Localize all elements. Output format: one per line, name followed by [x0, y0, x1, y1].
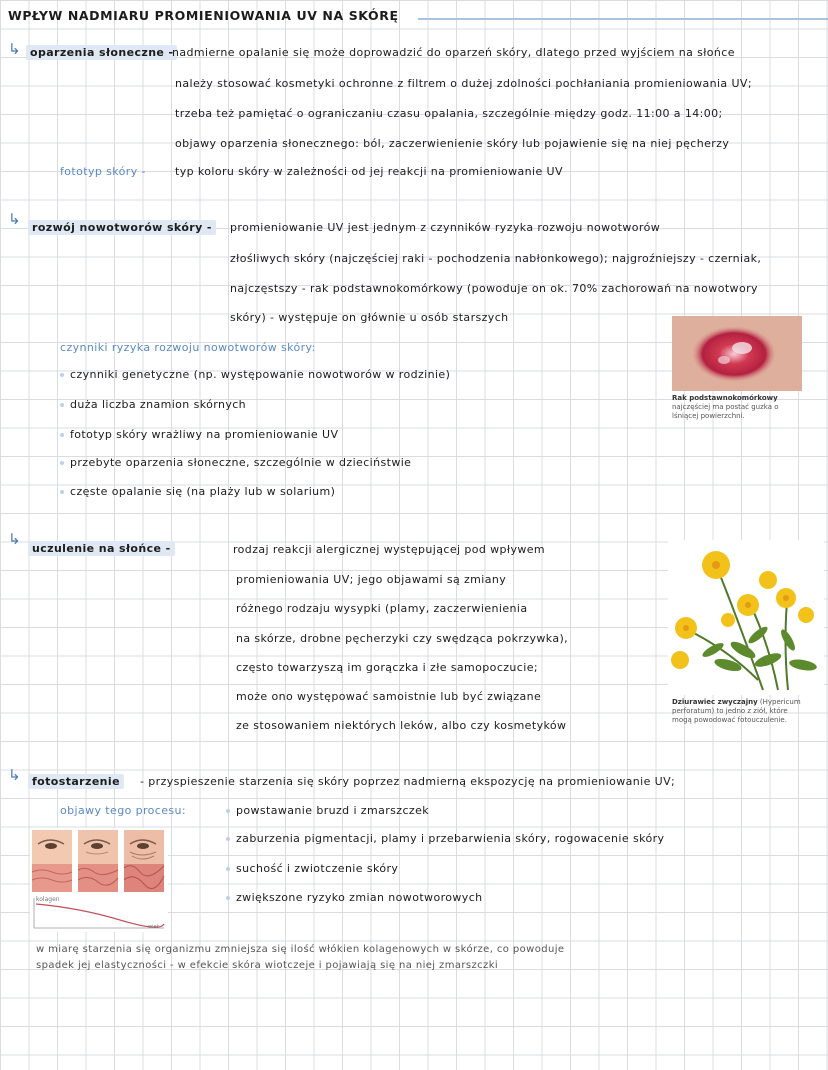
lesion-caption: Rak podstawnokomórkowy najczęściej ma postać guzka o lśniącej powierzchni.: [672, 394, 779, 420]
s1-line-1: nadmierne opalanie się może doprowadzić do oparzeń skóry, dlatego przed wyjściem na słońce: [172, 46, 735, 59]
term-sunburn: oparzenia słoneczne -: [26, 45, 177, 60]
risk-factor: fototyp skóry wrażliwy na promieniowanie UV: [60, 428, 338, 441]
graph-axis-label: wiek: [148, 924, 160, 930]
term-skin-cancer: rozwój nowotworów skóry -: [28, 220, 216, 235]
s1-line-2: należy stosować kosmetyki ochronne z filtrem o dużej zdolności pochłaniania promieniowania UV;: [175, 77, 752, 90]
risk-factor: przebyte oparzenia słoneczne, szczególnie w dzieciństwie: [60, 456, 411, 469]
symptom-item: powstawanie bruzd i zmarszczek: [226, 804, 429, 817]
s3-line-6: może ono występować samoistnie lub być związane: [236, 690, 542, 703]
risk-factor: duża liczba znamion skórnych: [60, 398, 246, 411]
s3-line-2: promieniowania UV; jego objawami są zmiany: [236, 573, 507, 586]
symptom-item: zwiększone ryzyko zmian nowotworowych: [226, 891, 483, 904]
risk-factor: częste opalanie się (na plaży lub w solarium): [60, 485, 335, 498]
symptoms-title: objawy tego procesu:: [60, 804, 187, 817]
s2-line-3: najczęstszy - rak podstawnokomórkowy (powoduje on ok. 70% zachorowań na nowotwory: [230, 282, 758, 295]
risk-factors-title: czynniki ryzyka rozwoju nowotworów skóry:: [60, 341, 316, 354]
skin-aging-illustration: [30, 828, 168, 932]
s3-line-5: często towarzyszą im gorączka i złe samopoczucie;: [236, 661, 538, 674]
s2-line-4: skóry) - występuje on głównie u osób starszych: [230, 311, 509, 324]
arrow-icon: ↳: [8, 210, 21, 228]
s3-line-4: na skórze, drobne pęcherzyki czy swędząca pokrzywka),: [236, 632, 569, 645]
photoaging-definition: - przyspieszenie starzenia się skóry poprzez nadmierną ekspozycję na promieniowanie UV;: [140, 775, 676, 788]
st-johns-wort-photo: [668, 540, 824, 695]
s1-line-4: objawy oparzenia słonecznego: ból, zaczerwienienie skóry lub pojawienie się na niej pęcherzy: [175, 137, 730, 150]
risk-factor: czynniki genetyczne (np. występowanie nowotworów w rodzinie): [60, 368, 450, 381]
graph-label: kolagen: [36, 896, 60, 903]
arrow-icon: ↳: [8, 530, 21, 548]
arrow-icon: ↳: [8, 40, 21, 58]
title-underline: [418, 18, 828, 20]
term-phototype: fototyp skóry -: [60, 165, 146, 178]
s3-line-1: rodzaj reakcji alergicznej występującej pod wpływem: [233, 543, 546, 556]
term-photoaging: fotostarzenie: [28, 774, 124, 789]
basal-cell-carcinoma-photo: [672, 316, 802, 391]
s2-line-2: złośliwych skóry (najczęściej raki - pochodzenia nabłonkowego); najgroźniejszy - czerniak,: [230, 252, 762, 265]
s1-line-3: trzeba też pamiętać o ograniczaniu czasu opalania, szczególnie między godz. 11:00 a 14:00;: [175, 107, 723, 120]
page-title: WPŁYW NADMIARU PROMIENIOWANIA UV NA SKÓRĘ: [8, 8, 399, 23]
s3-line-3: różnego rodzaju wysypki (plamy, zaczerwienienia: [236, 602, 528, 615]
s3-line-7: ze stosowaniem niektórych leków, albo czy kosmetyków: [236, 719, 567, 732]
phototype-definition: typ koloru skóry w zależności od jej reakcji na promieniowanie UV: [175, 165, 563, 178]
footer-line-2: spadek jej elastyczności - w efekcie skóra wiotczeje i pojawiają się na niej zmarszczki: [36, 960, 499, 971]
flower-caption: Dziurawiec zwyczajny (Hypericum perforatum) to jedno z ziół, które mogą powodować fotouczulenie.: [672, 698, 801, 724]
footer-line-1: w miarę starzenia się organizmu zmniejsza się ilość włókien kolagenowych w skórze, co powoduje: [36, 944, 565, 955]
symptom-item: zaburzenia pigmentacji, plamy i przebarwienia skóry, rogowacenie skóry: [226, 832, 664, 845]
s2-line-1: promieniowanie UV jest jednym z czynników ryzyka rozwoju nowotworów: [230, 221, 661, 234]
arrow-icon: ↳: [8, 766, 21, 784]
symptom-item: suchość i zwiotczenie skóry: [226, 862, 398, 875]
term-sun-allergy: uczulenie na słońce -: [28, 541, 175, 556]
